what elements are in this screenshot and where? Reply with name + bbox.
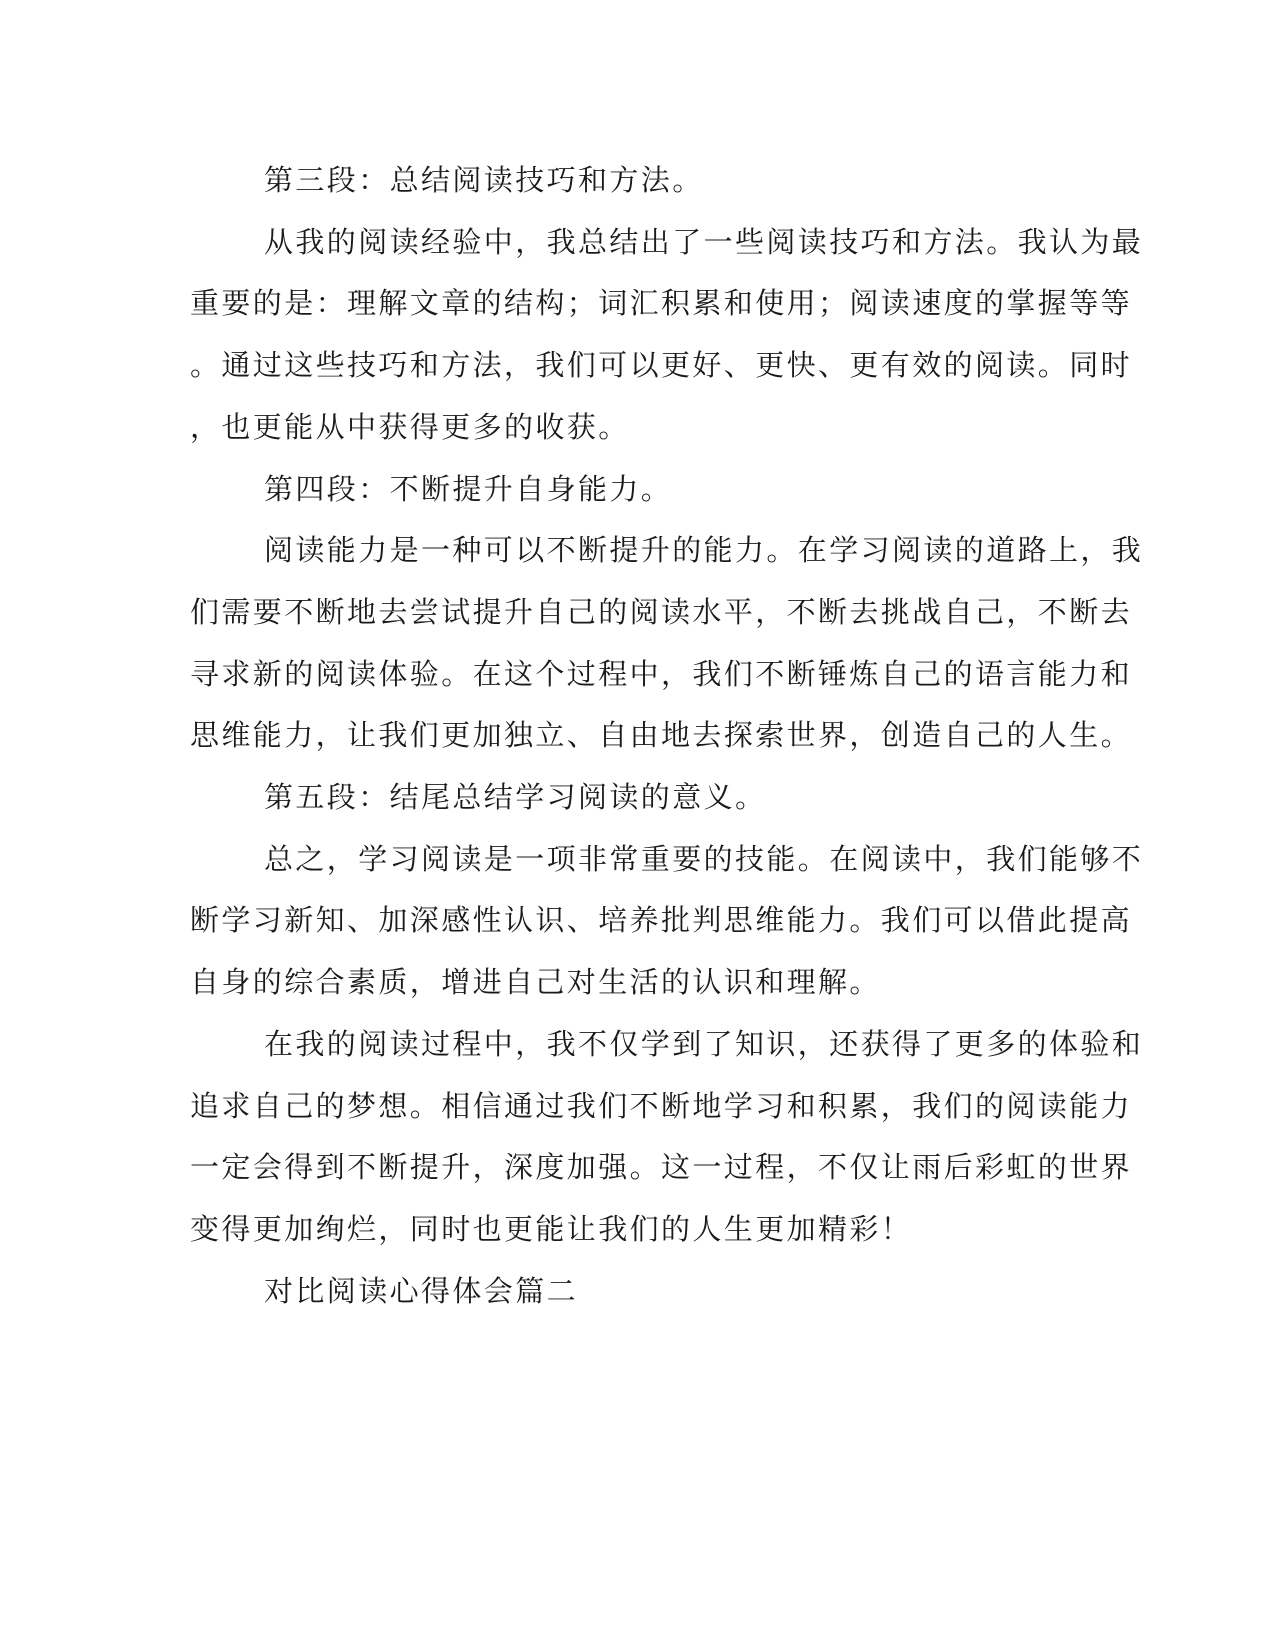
text-line: ，也更能从中获得更多的收获。 bbox=[190, 409, 630, 444]
section-heading-3 bbox=[190, 150, 1090, 212]
text-line: 重要的是：理解文章的结构；词汇积累和使用；阅读速度的掌握等等 bbox=[190, 286, 1133, 321]
text-line: 自身的综合素质，增进自己对生活的认识和理解。 bbox=[190, 965, 881, 1000]
text-line: 思维能力，让我们更加独立、自由地去探索世界，创造自己的人生。 bbox=[190, 718, 1133, 753]
text-line: 一定会得到不断提升，深度加强。这一过程，不仅让雨后彩虹的世界 bbox=[190, 1150, 1133, 1185]
text-line: 从我的阅读经验中，我总结出了一些阅读技巧和方法。我认为最 bbox=[264, 224, 1144, 259]
text-line: 。通过这些技巧和方法，我们可以更好、更快、更有效的阅读。同时 bbox=[190, 348, 1133, 383]
text-line: 在我的阅读过程中，我不仅学到了知识，还获得了更多的体验和 bbox=[264, 1026, 1144, 1061]
text-line: 第四段：不断提升自身能力。 bbox=[264, 471, 673, 506]
text-line: 阅读能力是一种可以不断提升的能力。在学习阅读的道路上，我 bbox=[264, 533, 1144, 568]
paragraph-improve-ability bbox=[190, 520, 1144, 767]
text-line: 第三段：总结阅读技巧和方法。 bbox=[264, 163, 704, 197]
paragraph-reading-process bbox=[190, 1014, 1144, 1261]
text-line: 变得更加绚烂，同时也更能让我们的人生更加精彩！ bbox=[190, 1211, 913, 1246]
section-heading-4 bbox=[190, 459, 1090, 521]
text-line: 寻求新的阅读体验。在这个过程中，我们不断锤炼自己的语言能力和 bbox=[190, 656, 1133, 691]
paragraph-reading-techniques bbox=[190, 212, 1144, 459]
paragraph-conclusion bbox=[190, 829, 1144, 1014]
text-line: 追求自己的梦想。相信通过我们不断地学习和积累，我们的阅读能力 bbox=[190, 1088, 1133, 1123]
text-line: 总之，学习阅读是一项非常重要的技能。在阅读中，我们能够不 bbox=[264, 841, 1144, 876]
next-article-title bbox=[190, 1261, 1090, 1323]
text-line: 第五段：结尾总结学习阅读的意义。 bbox=[264, 780, 767, 815]
section-heading-5 bbox=[190, 767, 1090, 829]
text-line: 断学习新知、加深感性认识、培养批判思维能力。我们可以借此提高 bbox=[190, 903, 1133, 938]
document-body bbox=[190, 150, 1144, 1322]
text-line: 对比阅读心得体会篇二 bbox=[264, 1273, 579, 1308]
text-line: 们需要不断地去尝试提升自己的阅读水平，不断去挑战自己，不断去 bbox=[190, 594, 1133, 629]
